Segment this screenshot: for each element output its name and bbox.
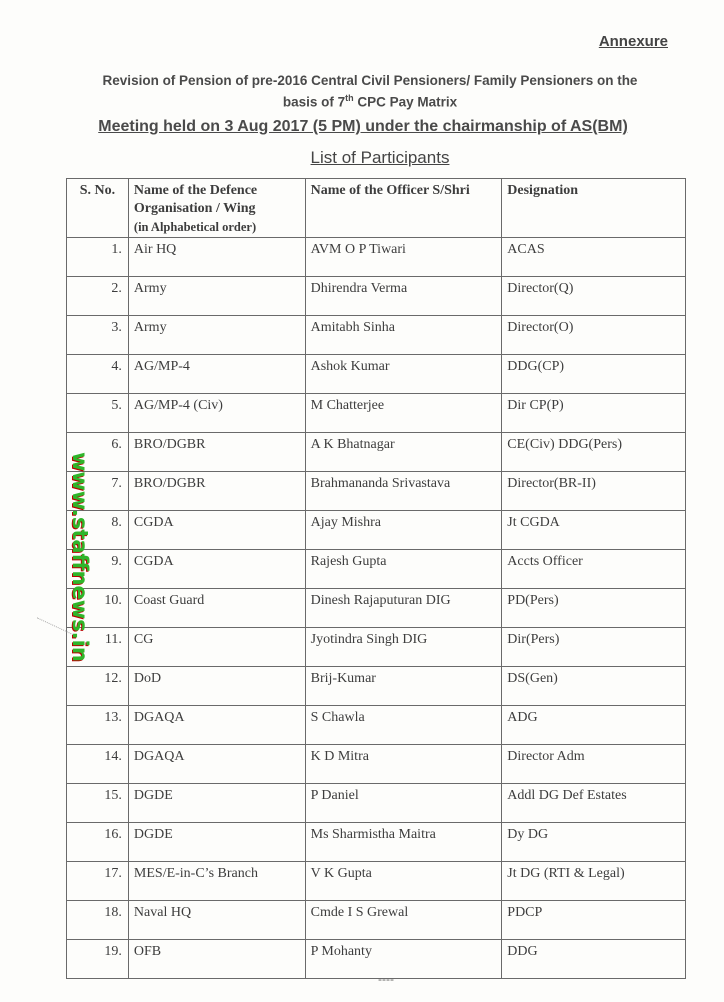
cell-sno: 18. [67, 901, 129, 940]
table-row [67, 394, 686, 433]
table-row [67, 862, 686, 901]
cell-designation: DDG(CP) [502, 355, 686, 394]
cell-officer: Amitabh Sinha [305, 316, 502, 355]
cell-designation: PDCP [502, 901, 686, 940]
cell-sno: 8. [67, 511, 129, 550]
cell-officer: S Chawla [305, 706, 502, 745]
table-row [67, 433, 686, 472]
table-row [67, 745, 686, 784]
cell-sno: 11. [67, 628, 129, 667]
participants-table [66, 178, 686, 979]
cell-officer: P Daniel [305, 784, 502, 823]
cell-sno: 2. [67, 277, 129, 316]
cell-org: AG/MP-4 [128, 355, 305, 394]
table-row [67, 706, 686, 745]
cell-designation: DDG [502, 940, 686, 979]
cell-designation: Addl DG Def Estates [502, 784, 686, 823]
cell-officer: Brahmananda Srivastava [305, 472, 502, 511]
cell-sno: 9. [67, 550, 129, 589]
cell-sno: 14. [67, 745, 129, 784]
cell-sno: 16. [67, 823, 129, 862]
cell-designation: ADG [502, 706, 686, 745]
table-row [67, 355, 686, 394]
cell-officer: A K Bhatnagar [305, 433, 502, 472]
header-org-text: Name of the Defence Organisation / Wing [133, 183, 258, 216]
watermark [66, 452, 96, 662]
cell-officer: Ajay Mishra [305, 511, 502, 550]
table-row [67, 784, 686, 823]
footer-dashes: ---- [378, 972, 394, 986]
meeting-heading: Meeting held on 3 Aug 2017 (5 PM) under the chairmanship of AS(BM) [98, 118, 628, 135]
list-title: List of Participants [310, 148, 450, 167]
cell-officer: Ms Sharmistha Maitra [305, 823, 502, 862]
cell-org: DGAQA [128, 706, 305, 745]
cell-officer: Cmde I S Grewal [305, 901, 502, 940]
cell-org: Naval HQ [128, 901, 305, 940]
table-row [67, 238, 686, 277]
header-officer: Name of the Officer S/Shri [305, 179, 502, 238]
cell-officer: P Mohanty [305, 940, 502, 979]
table-row [67, 667, 686, 706]
cell-designation: Dy DG [502, 823, 686, 862]
cell-designation: Jt DG (RTI & Legal) [502, 862, 686, 901]
cell-org: CGDA [128, 511, 305, 550]
table-row [67, 472, 686, 511]
cell-sno: 19. [67, 940, 129, 979]
header-sno: S. No. [67, 179, 129, 238]
cell-designation: ACAS [502, 238, 686, 277]
cell-sno: 5. [67, 394, 129, 433]
table-row [67, 823, 686, 862]
table-row [67, 901, 686, 940]
cell-org: DoD [128, 667, 305, 706]
cell-org: DGAQA [128, 745, 305, 784]
cell-designation: CE(Civ) DDG(Pers) [502, 433, 686, 472]
cell-org: BRO/DGBR [128, 472, 305, 511]
cell-designation: PD(Pers) [502, 589, 686, 628]
table-row [67, 316, 686, 355]
cell-sno: 4. [67, 355, 129, 394]
cell-officer: M Chatterjee [305, 394, 502, 433]
cell-designation: Accts Officer [502, 550, 686, 589]
cell-officer: Dhirendra Verma [305, 277, 502, 316]
cell-officer: K D Mitra [305, 745, 502, 784]
title-line2-pre: basis of 7 [282, 94, 346, 110]
cell-sno: 1. [67, 238, 129, 277]
cell-org: OFB [128, 940, 305, 979]
title-line2-sup: th [345, 93, 354, 103]
cell-org: CG [128, 628, 305, 667]
cell-designation: Director Adm [502, 745, 686, 784]
cell-designation: Director(BR-II) [502, 472, 686, 511]
cell-org: CGDA [128, 550, 305, 589]
table-row [67, 628, 686, 667]
table-row [67, 550, 686, 589]
cell-designation: Dir(Pers) [502, 628, 686, 667]
cell-org: Coast Guard [128, 589, 305, 628]
cell-sno: 13. [67, 706, 129, 745]
document-title-line1: Revision of Pension of pre-2016 Central Civil Pensioners/ Family Pensioners on the [102, 73, 638, 88]
table-row [67, 277, 686, 316]
cell-officer: Ashok Kumar [305, 355, 502, 394]
title-line2-post: CPC Pay Matrix [353, 94, 458, 110]
cell-sno: 6. [67, 433, 129, 472]
cell-designation: DS(Gen) [502, 667, 686, 706]
header-designation: Designation [502, 179, 686, 238]
cell-officer: AVM O P Tiwari [305, 238, 502, 277]
cell-sno: 7. [67, 472, 129, 511]
table-row [67, 589, 686, 628]
cell-org: Army [128, 316, 305, 355]
cell-sno: 15. [67, 784, 129, 823]
watermark-text: www.staffnews.in [68, 452, 92, 662]
document-title-line2 [40, 89, 700, 112]
cell-designation: Dir CP(P) [502, 394, 686, 433]
cell-officer: Jyotindra Singh DIG [305, 628, 502, 667]
annexure-label: Annexure [598, 33, 668, 50]
cell-sno: 3. [67, 316, 129, 355]
cell-officer: Dinesh Rajaputuran DIG [305, 589, 502, 628]
cell-org: MES/E-in-C’s Branch [128, 862, 305, 901]
cell-sno: 12. [67, 667, 129, 706]
cell-org: BRO/DGBR [128, 433, 305, 472]
cell-org: AG/MP-4 (Civ) [128, 394, 305, 433]
cell-sno: 10. [67, 589, 129, 628]
header-org [128, 179, 305, 238]
cell-designation: Director(Q) [502, 277, 686, 316]
cell-sno: 17. [67, 862, 129, 901]
cell-officer: V K Gupta [305, 862, 502, 901]
table-row [67, 511, 686, 550]
table-header-row [67, 179, 686, 238]
cell-designation: Jt CGDA [502, 511, 686, 550]
cell-org: DGDE [128, 784, 305, 823]
header-org-sub: (in Alphabetical order) [133, 220, 257, 234]
cell-officer: Brij-Kumar [305, 667, 502, 706]
table-row [67, 940, 686, 979]
cell-org: DGDE [128, 823, 305, 862]
cell-designation: Director(O) [502, 316, 686, 355]
cell-org: Air HQ [128, 238, 305, 277]
cell-org: Army [128, 277, 305, 316]
cell-officer: Rajesh Gupta [305, 550, 502, 589]
table-body [67, 238, 686, 979]
